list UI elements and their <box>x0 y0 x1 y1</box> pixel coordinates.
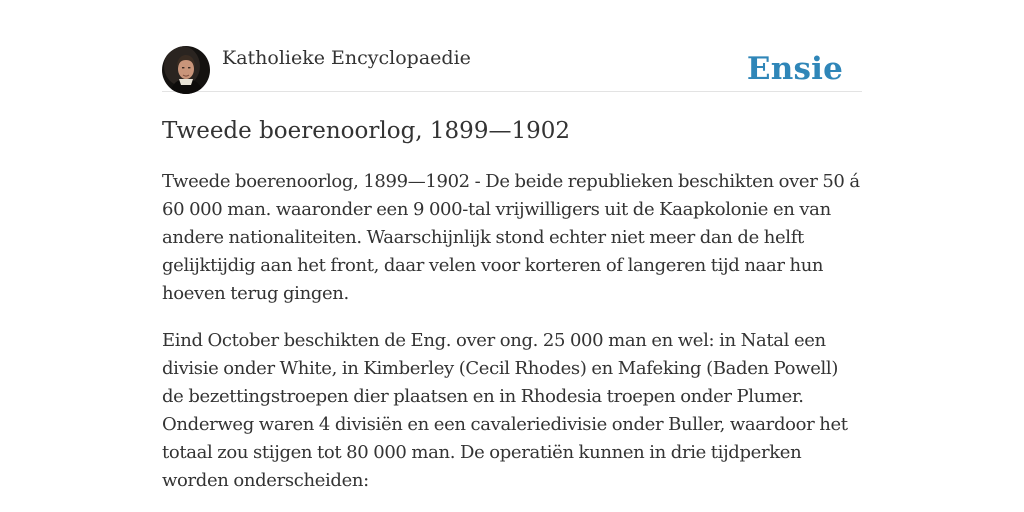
page-title: Tweede boerenoorlog, 1899—1902 <box>162 118 570 144</box>
portrait-avatar-icon[interactable] <box>162 46 210 94</box>
portrait-avatar-graphic <box>162 46 210 94</box>
encyclopedia-name[interactable]: Katholieke Encyclopaedie <box>222 47 471 69</box>
ensie-logo[interactable]: Ensie <box>746 51 843 87</box>
article-body <box>162 168 862 512</box>
site-header <box>162 0 862 92</box>
article-paragraph: Tweede boerenoorlog, 1899—1902 - De beide republieken beschikten over 50 á 60 000 man. waaronder een 9 000-tal vrijwilligers uit de Kaapkolonie en van andere nationaliteiten. Waarschijnlijk stond echter niet meer dan de helft gelijktijdig aan het front, daar velen voor korteren of langeren tijd naar hun hoeven terug gingen. <box>162 171 860 304</box>
article-paragraph: Eind October beschikten de Eng. over ong. 25 000 man en wel: in Natal een divisie onder White, in Kimberley (Cecil Rhodes) en Mafeking (Baden Powell) de bezettingstroepen dier plaatsen en in Rhodesia troepen onder Plumer. Onderweg waren 4 divisiën en een cavaleriedivisie onder Buller, waardoor het totaal zou stijgen tot 80 000 man. De operatiën kunnen in drie tijdperken worden onderscheiden: <box>162 330 848 491</box>
